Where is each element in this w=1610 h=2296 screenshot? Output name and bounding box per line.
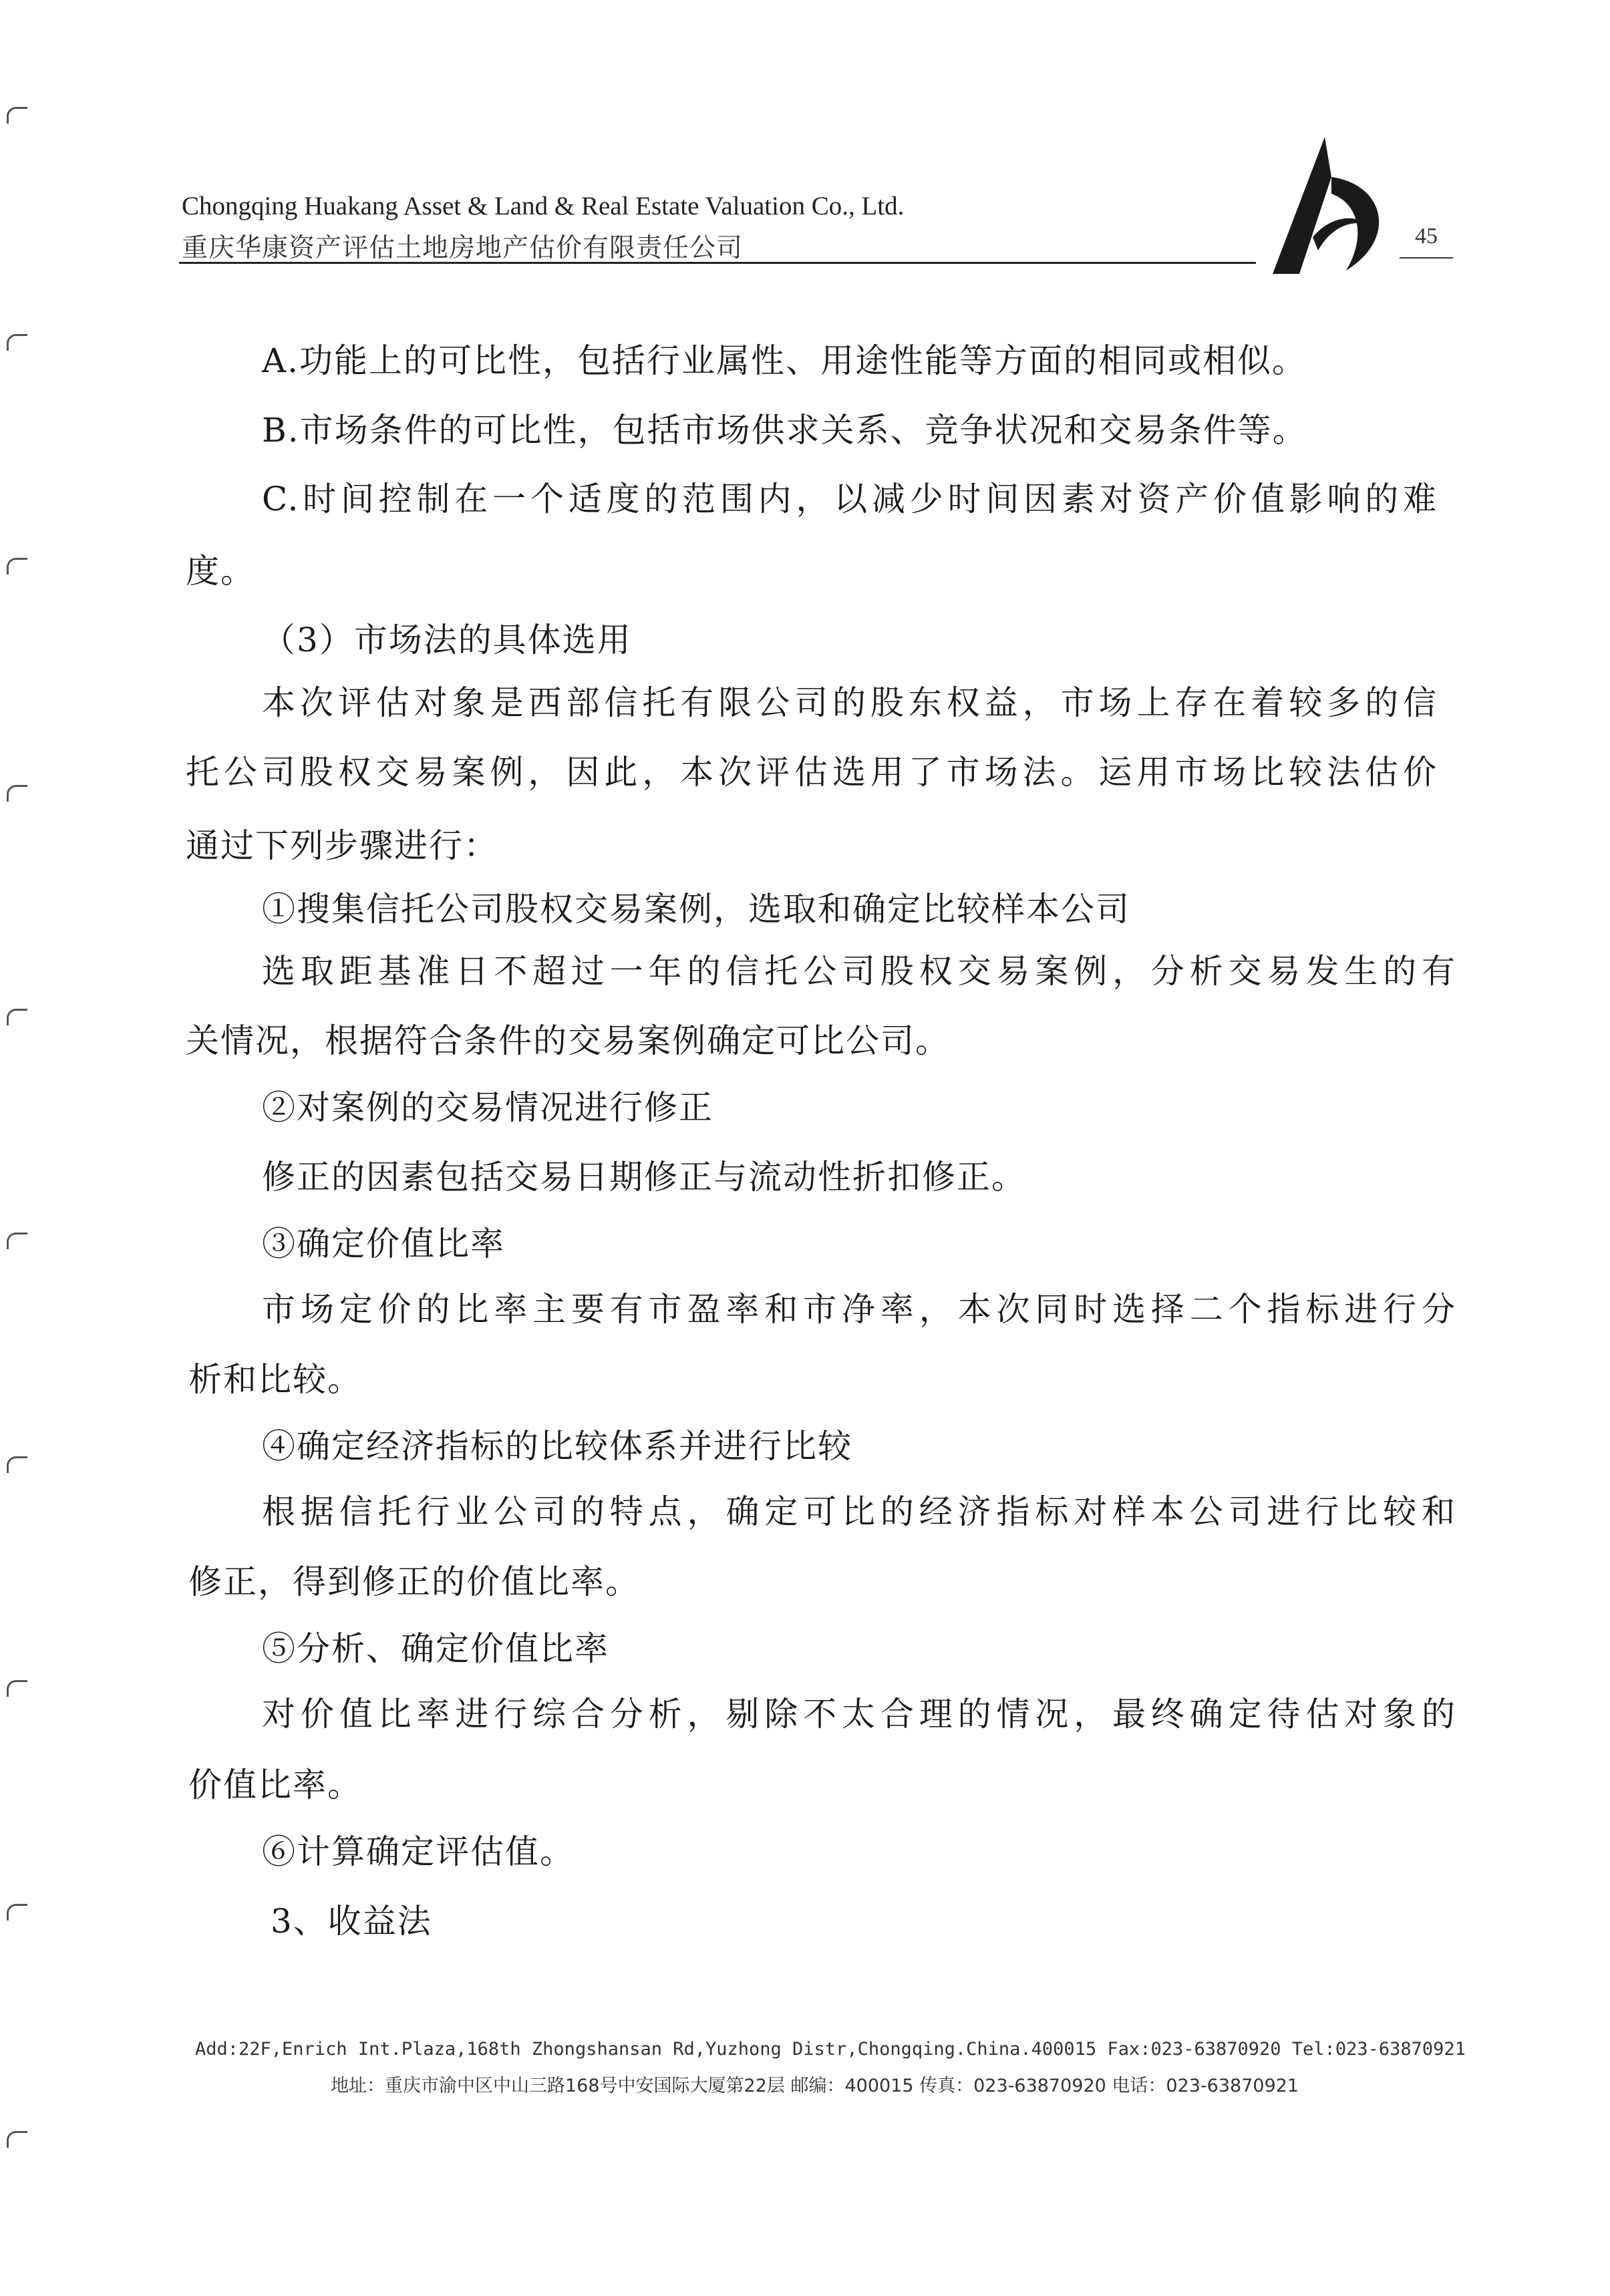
footer-address-english: Add:22F,Enrich Int.Plaza,168th Zhongshansan Rd,Yuzhong Distr,Chongqing.China.400015 Fax:023-63870920 Tel:023-63870921 bbox=[195, 2039, 1466, 2060]
text-line: 修正，得到修正的价值比率。 bbox=[188, 1563, 640, 1601]
text-line: 关情况，根据符合条件的交易案例确定可比公司。 bbox=[186, 1021, 950, 1060]
section-heading: （3）市场法的具体选用 bbox=[262, 621, 632, 659]
scan-margin-mark bbox=[7, 1009, 27, 1025]
scan-margin-mark bbox=[7, 1680, 27, 1697]
text-line: 析和比较。 bbox=[188, 1360, 362, 1399]
text-line: 对价值比率进行综合分析，剔除不太合理的情况，最终确定待估对象的 bbox=[262, 1695, 1456, 1734]
step-heading: ①搜集信托公司股权交易案例，选取和确定比较样本公司 bbox=[262, 890, 1130, 929]
page-number: 45 bbox=[1415, 224, 1438, 249]
company-name-english: Chongqing Huakang Asset & Land & Real Estate Valuation Co., Ltd. bbox=[182, 192, 905, 220]
text-line: 度。 bbox=[186, 552, 255, 591]
header-rule bbox=[179, 262, 1256, 264]
step-heading: ②对案例的交易情况进行修正 bbox=[262, 1088, 713, 1127]
text-line: C.时间控制在一个适度的范围内，以减少时间因素对资产价值影响的难 bbox=[262, 480, 1438, 518]
step-heading: ⑤分析、确定价值比率 bbox=[262, 1629, 609, 1668]
text-line: 本次评估对象是西部信托有限公司的股东权益，市场上存在着较多的信 bbox=[262, 683, 1438, 722]
text-line: 价值比率。 bbox=[188, 1766, 362, 1804]
section-heading: 3、收益法 bbox=[271, 1902, 432, 1941]
text-line: 市场定价的比率主要有市盈率和市净率，本次同时选择二个指标进行分 bbox=[262, 1290, 1456, 1329]
scan-margin-mark bbox=[7, 1456, 27, 1473]
text-line: 根据信托行业公司的特点，确定可比的经济指标对样本公司进行比较和 bbox=[262, 1492, 1456, 1531]
text-line: 修正的因素包括交易日期修正与流动性折扣修正。 bbox=[262, 1158, 1026, 1196]
text-line: 选取距基准日不超过一年的信托公司股权交易案例，分析交易发生的有 bbox=[262, 952, 1456, 991]
scan-margin-mark bbox=[7, 334, 27, 351]
step-heading: ④确定经济指标的比较体系并进行比较 bbox=[262, 1427, 852, 1466]
scan-margin-mark bbox=[7, 1233, 27, 1249]
step-heading: ③确定价值比率 bbox=[262, 1224, 505, 1263]
scan-margin-mark bbox=[7, 1904, 27, 1921]
scan-margin-mark bbox=[7, 785, 27, 802]
company-logo-icon bbox=[1266, 137, 1400, 277]
scan-margin-mark bbox=[7, 558, 27, 575]
text-line: 通过下列步骤进行： bbox=[186, 826, 498, 865]
page-number-rule bbox=[1400, 257, 1453, 259]
scan-margin-mark bbox=[7, 2131, 27, 2148]
text-line: B.市场条件的可比性，包括市场供求关系、竞争状况和交易条件等。 bbox=[262, 411, 1307, 450]
company-name-chinese: 重庆华康资产评估土地房地产估价有限责任公司 bbox=[182, 233, 744, 263]
footer-address-chinese: 地址：重庆市渝中区中山三路168号中安国际大厦第22层 邮编：400015 传真：023-63870920 电话：023-63870921 bbox=[331, 2076, 1299, 2096]
scan-margin-mark bbox=[7, 107, 27, 124]
text-line: 托公司股权交易案例，因此，本次评估选用了市场法。运用市场比较法估价 bbox=[186, 753, 1438, 792]
text-line: A.功能上的可比性，包括行业属性、用途性能等方面的相同或相似。 bbox=[262, 341, 1307, 380]
step-heading: ⑥计算确定评估值。 bbox=[262, 1832, 575, 1871]
